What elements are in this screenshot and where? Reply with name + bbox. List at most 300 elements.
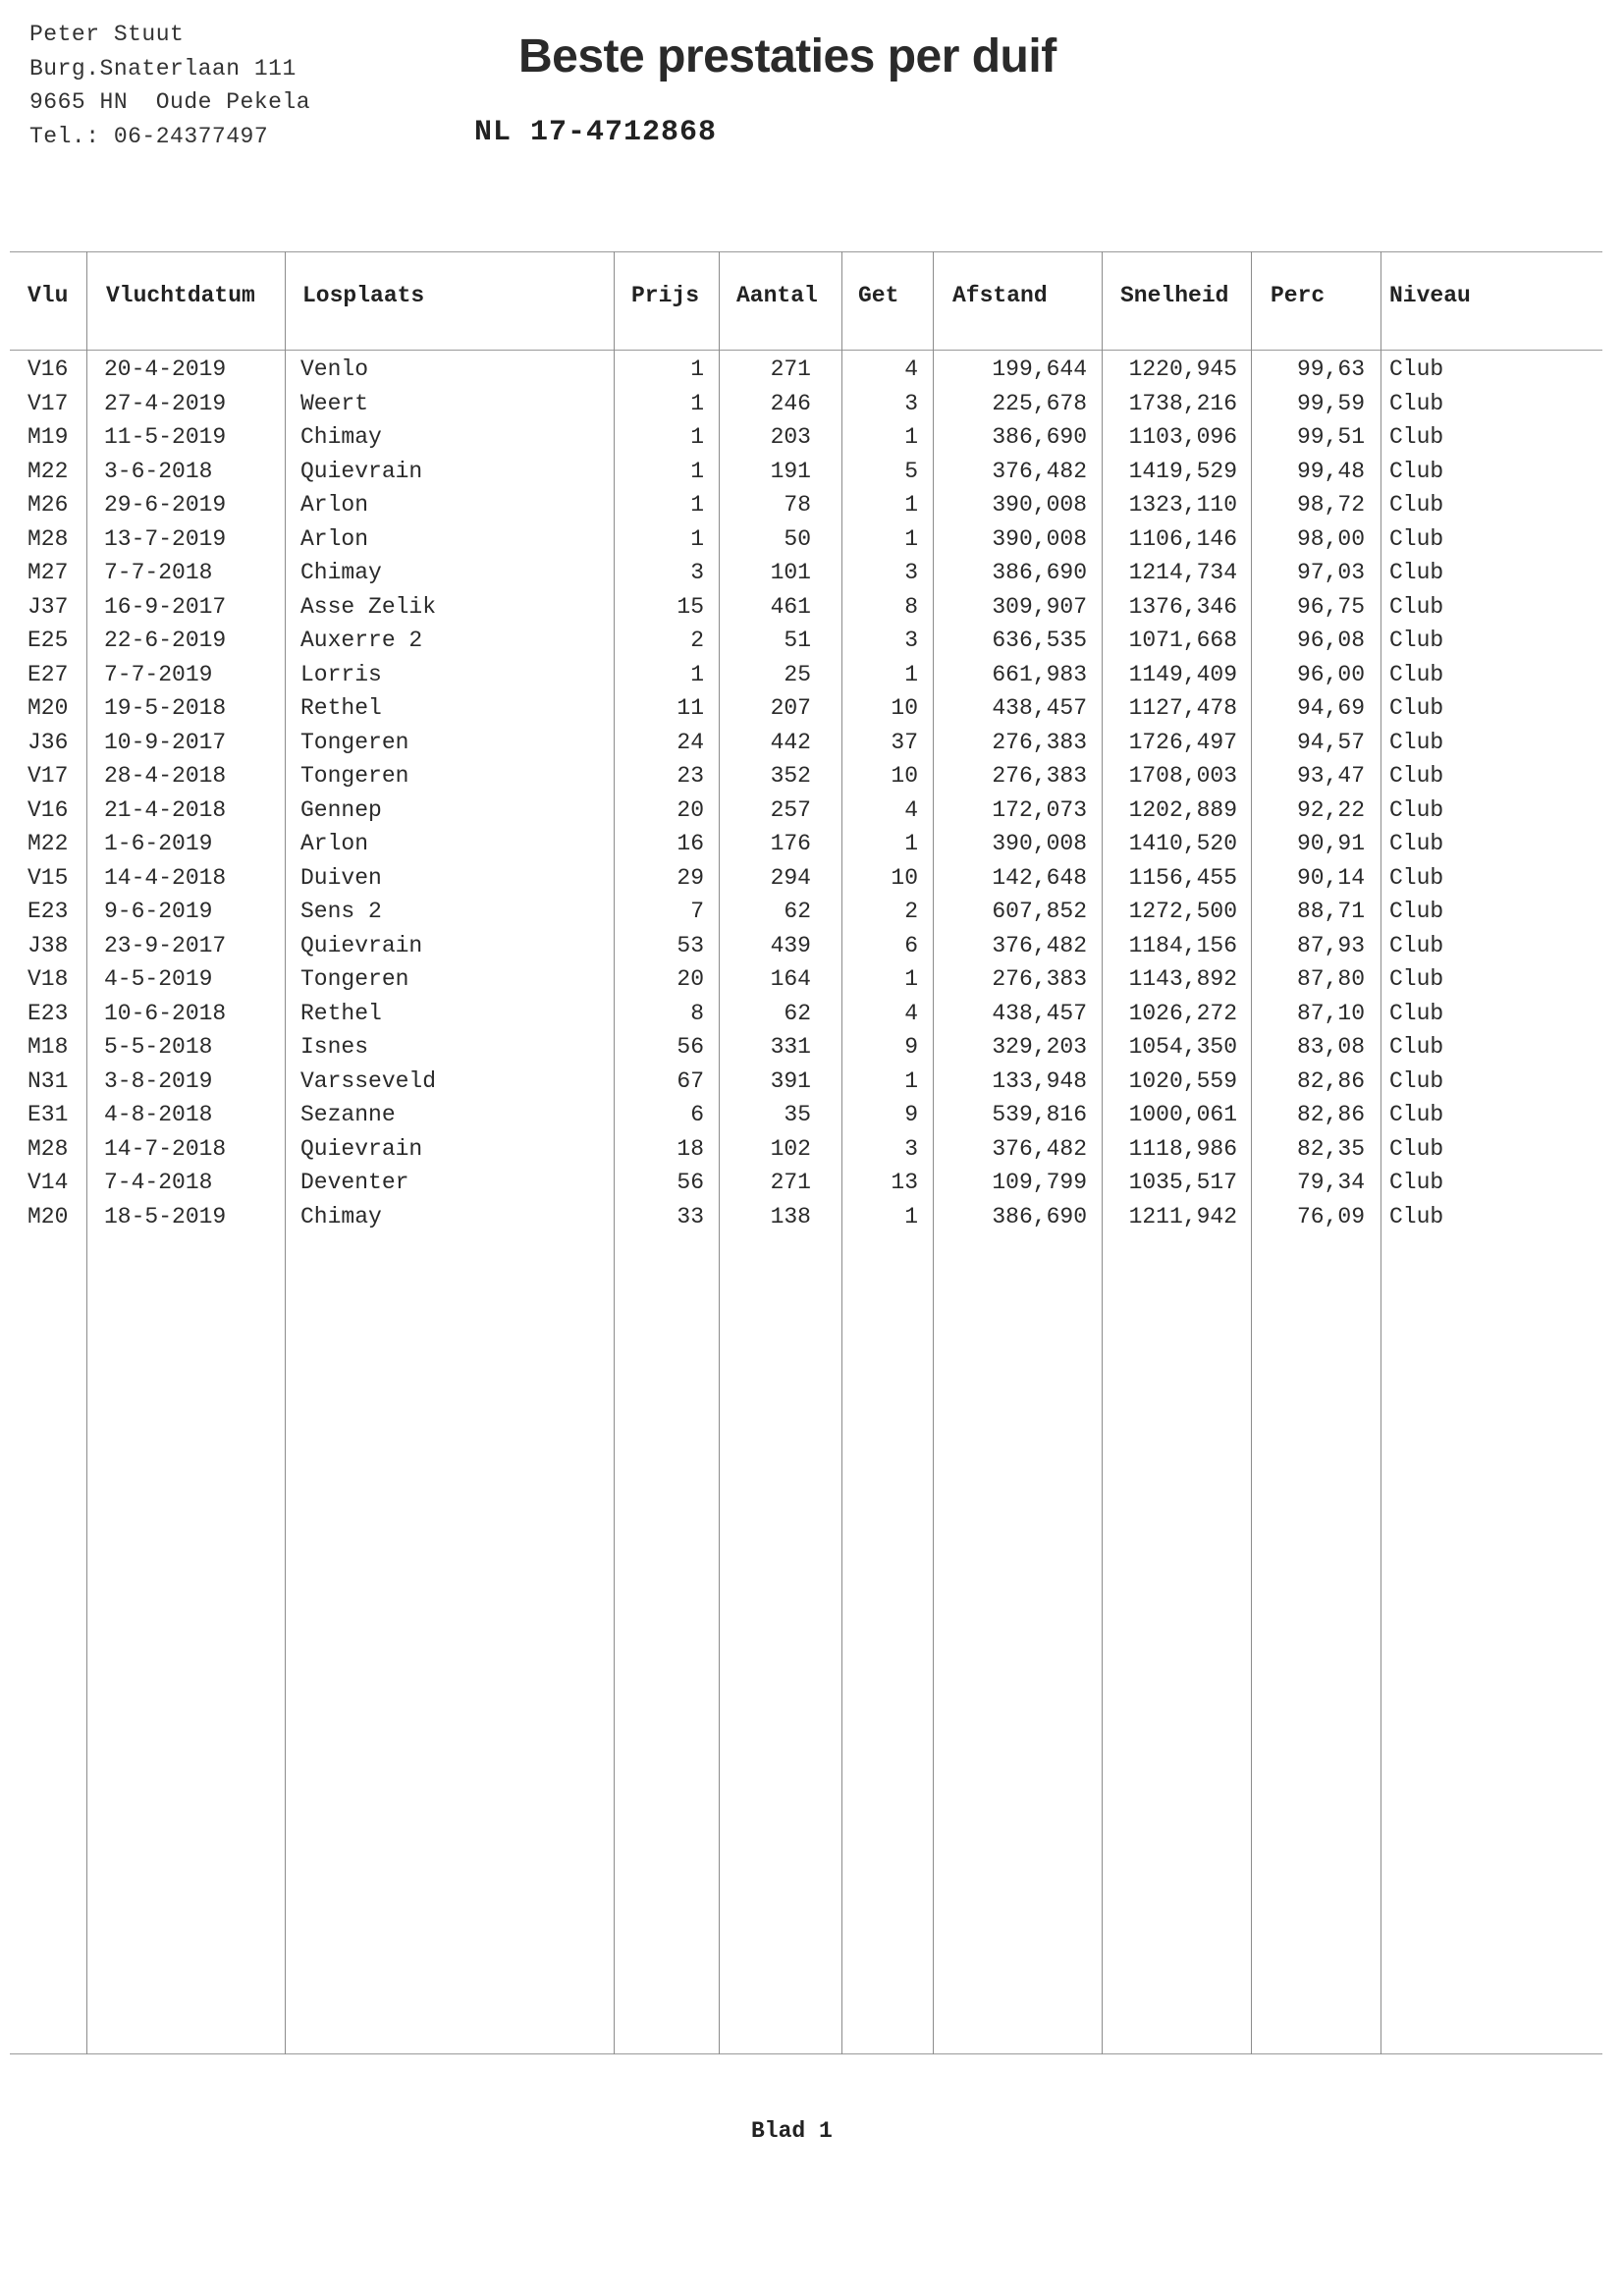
cell-get: 3 xyxy=(904,390,918,416)
cell-snelheid: 1071,668 xyxy=(1128,628,1237,653)
cell-vluchtdatum: 7-7-2019 xyxy=(104,661,213,687)
cell-perc: 87,80 xyxy=(1296,966,1365,992)
cell-snelheid: 1202,889 xyxy=(1128,796,1237,823)
cell-afstand: 376,482 xyxy=(992,1135,1087,1162)
cell-vlu: M20 xyxy=(27,1203,69,1230)
table-row xyxy=(10,625,1602,659)
page-title: Beste prestaties per duif xyxy=(518,30,1056,82)
cell-vluchtdatum: 13-7-2019 xyxy=(104,525,227,552)
cell-vlu: E31 xyxy=(27,1102,69,1127)
table-row xyxy=(10,828,1602,862)
cell-vluchtdatum: 19-5-2018 xyxy=(104,695,227,721)
table-row xyxy=(10,421,1602,456)
cell-get: 3 xyxy=(904,628,918,653)
cell-get: 1 xyxy=(904,661,918,687)
cell-get: 1 xyxy=(904,492,918,518)
cell-afstand: 172,073 xyxy=(992,796,1087,823)
table-row xyxy=(10,1031,1602,1066)
cell-losplaats: Quievrain xyxy=(300,1135,423,1162)
table-row xyxy=(10,456,1602,490)
cell-niveau: Club xyxy=(1389,593,1444,620)
cell-perc: 96,75 xyxy=(1296,593,1365,620)
cell-aantal: 294 xyxy=(770,864,811,891)
cell-losplaats: Tongeren xyxy=(300,763,409,789)
cell-snelheid: 1026,272 xyxy=(1128,1000,1237,1026)
table-row xyxy=(10,1167,1602,1201)
cell-perc: 99,51 xyxy=(1296,424,1365,450)
cell-prijs: 15 xyxy=(677,593,704,620)
cell-vlu: J37 xyxy=(27,593,69,620)
cell-vlu: V17 xyxy=(27,763,69,789)
cell-get: 1 xyxy=(904,831,918,856)
table-row xyxy=(10,591,1602,626)
cell-losplaats: Varsseveld xyxy=(300,1067,437,1094)
cell-niveau: Club xyxy=(1389,1067,1444,1094)
cell-prijs: 24 xyxy=(677,729,704,755)
cell-afstand: 376,482 xyxy=(992,458,1087,484)
cell-vluchtdatum: 3-8-2019 xyxy=(104,1067,213,1094)
cell-afstand: 390,008 xyxy=(992,831,1087,856)
cell-vluchtdatum: 27-4-2019 xyxy=(104,390,227,416)
cell-aantal: 62 xyxy=(784,1000,811,1026)
cell-vlu: E23 xyxy=(27,899,69,924)
table-row xyxy=(10,354,1602,388)
cell-vlu: V14 xyxy=(27,1170,69,1195)
cell-aantal: 271 xyxy=(770,1170,811,1195)
cell-vlu: J38 xyxy=(27,932,69,958)
cell-losplaats: Duiven xyxy=(300,864,382,891)
cell-vlu: M19 xyxy=(27,424,69,450)
cell-prijs: 1 xyxy=(690,458,704,484)
cell-niveau: Club xyxy=(1389,966,1444,992)
cell-perc: 79,34 xyxy=(1296,1170,1365,1195)
cell-prijs: 8 xyxy=(690,1000,704,1026)
cell-vluchtdatum: 23-9-2017 xyxy=(104,932,227,958)
cell-losplaats: Gennep xyxy=(300,796,382,823)
cell-vlu: V17 xyxy=(27,390,69,416)
cell-aantal: 138 xyxy=(770,1203,811,1230)
cell-prijs: 3 xyxy=(690,560,704,585)
cell-losplaats: Quievrain xyxy=(300,458,423,484)
cell-niveau: Club xyxy=(1389,1102,1444,1127)
table-body xyxy=(10,354,1602,1234)
cell-aantal: 25 xyxy=(784,661,811,687)
cell-vlu: M22 xyxy=(27,831,69,856)
owner-street: Burg.Snaterlaan 111 xyxy=(29,55,297,82)
cell-aantal: 101 xyxy=(770,560,811,585)
owner-address xyxy=(29,18,310,153)
cell-losplaats: Lorris xyxy=(300,661,382,687)
cell-perc: 90,14 xyxy=(1296,864,1365,891)
cell-aantal: 50 xyxy=(784,525,811,552)
cell-perc: 97,03 xyxy=(1296,560,1365,585)
cell-losplaats: Weert xyxy=(300,390,369,416)
table-row xyxy=(10,862,1602,897)
cell-snelheid: 1272,500 xyxy=(1128,899,1237,924)
cell-vluchtdatum: 10-6-2018 xyxy=(104,1000,227,1026)
cell-afstand: 276,383 xyxy=(992,729,1087,755)
cell-niveau: Club xyxy=(1389,1000,1444,1026)
cell-perc: 94,57 xyxy=(1296,729,1365,755)
cell-losplaats: Isnes xyxy=(300,1034,369,1060)
cell-vluchtdatum: 14-4-2018 xyxy=(104,864,227,891)
cell-vlu: V18 xyxy=(27,966,69,992)
table-row xyxy=(10,1066,1602,1100)
cell-afstand: 309,907 xyxy=(992,593,1087,620)
table-top-border xyxy=(10,251,1602,252)
cell-afstand: 133,948 xyxy=(992,1067,1087,1094)
cell-losplaats: Rethel xyxy=(300,1000,382,1026)
cell-aantal: 246 xyxy=(770,390,811,416)
cell-snelheid: 1220,945 xyxy=(1128,356,1237,382)
cell-get: 6 xyxy=(904,932,918,958)
cell-get: 37 xyxy=(891,729,918,755)
column-header-losplaats: Losplaats xyxy=(302,283,425,308)
cell-get: 1 xyxy=(904,424,918,450)
cell-perc: 76,09 xyxy=(1296,1203,1365,1230)
cell-afstand: 661,983 xyxy=(992,661,1087,687)
cell-losplaats: Arlon xyxy=(300,831,369,856)
cell-afstand: 225,678 xyxy=(992,390,1087,416)
cell-vluchtdatum: 9-6-2019 xyxy=(104,899,213,924)
table-row xyxy=(10,659,1602,693)
cell-perc: 99,63 xyxy=(1296,356,1365,382)
cell-aantal: 164 xyxy=(770,966,811,992)
cell-niveau: Club xyxy=(1389,356,1444,382)
cell-vluchtdatum: 22-6-2019 xyxy=(104,628,227,653)
table-row xyxy=(10,727,1602,761)
cell-vluchtdatum: 21-4-2018 xyxy=(104,796,227,823)
cell-perc: 98,72 xyxy=(1296,492,1365,518)
table-row xyxy=(10,1133,1602,1168)
cell-vluchtdatum: 7-7-2018 xyxy=(104,560,213,585)
cell-niveau: Club xyxy=(1389,729,1444,755)
cell-vluchtdatum: 11-5-2019 xyxy=(104,424,227,450)
cell-snelheid: 1376,346 xyxy=(1128,593,1237,620)
cell-prijs: 1 xyxy=(690,390,704,416)
cell-aantal: 207 xyxy=(770,695,811,721)
cell-vluchtdatum: 28-4-2018 xyxy=(104,763,227,789)
cell-vlu: E27 xyxy=(27,661,69,687)
table-row xyxy=(10,1201,1602,1235)
cell-aantal: 352 xyxy=(770,763,811,789)
cell-prijs: 33 xyxy=(677,1203,704,1230)
cell-losplaats: Tongeren xyxy=(300,729,409,755)
cell-aantal: 62 xyxy=(784,899,811,924)
table-bottom-border xyxy=(10,2053,1602,2054)
cell-prijs: 16 xyxy=(677,831,704,856)
table-row xyxy=(10,692,1602,727)
cell-aantal: 461 xyxy=(770,593,811,620)
cell-afstand: 438,457 xyxy=(992,695,1087,721)
page-number: Blad 1 xyxy=(751,2118,833,2144)
cell-prijs: 1 xyxy=(690,492,704,518)
cell-losplaats: Sezanne xyxy=(300,1102,396,1127)
cell-afstand: 636,535 xyxy=(992,628,1087,653)
cell-aantal: 78 xyxy=(784,492,811,518)
cell-snelheid: 1127,478 xyxy=(1128,695,1237,721)
cell-perc: 87,93 xyxy=(1296,932,1365,958)
cell-snelheid: 1000,061 xyxy=(1128,1102,1237,1127)
cell-losplaats: Rethel xyxy=(300,695,382,721)
cell-vluchtdatum: 20-4-2019 xyxy=(104,356,227,382)
cell-perc: 93,47 xyxy=(1296,763,1365,789)
column-header-afstand: Afstand xyxy=(952,283,1048,308)
cell-get: 1 xyxy=(904,1067,918,1094)
cell-perc: 94,69 xyxy=(1296,695,1365,721)
cell-vluchtdatum: 5-5-2018 xyxy=(104,1034,213,1060)
cell-niveau: Club xyxy=(1389,796,1444,823)
table-row xyxy=(10,523,1602,558)
cell-snelheid: 1419,529 xyxy=(1128,458,1237,484)
ring-number: NL 17-4712868 xyxy=(474,116,718,149)
cell-vlu: M26 xyxy=(27,492,69,518)
cell-get: 3 xyxy=(904,1135,918,1162)
cell-get: 4 xyxy=(904,796,918,823)
cell-get: 10 xyxy=(891,763,918,789)
cell-vlu: E25 xyxy=(27,628,69,653)
cell-vluchtdatum: 4-5-2019 xyxy=(104,966,213,992)
cell-perc: 96,08 xyxy=(1296,628,1365,653)
cell-snelheid: 1738,216 xyxy=(1128,390,1237,416)
cell-perc: 96,00 xyxy=(1296,661,1365,687)
cell-prijs: 2 xyxy=(690,628,704,653)
cell-afstand: 109,799 xyxy=(992,1170,1087,1195)
cell-get: 2 xyxy=(904,899,918,924)
cell-snelheid: 1035,517 xyxy=(1128,1170,1237,1195)
cell-vlu: M18 xyxy=(27,1034,69,1060)
cell-afstand: 276,383 xyxy=(992,966,1087,992)
cell-perc: 82,35 xyxy=(1296,1135,1365,1162)
cell-niveau: Club xyxy=(1389,899,1444,924)
cell-aantal: 439 xyxy=(770,932,811,958)
cell-snelheid: 1708,003 xyxy=(1128,763,1237,789)
cell-perc: 90,91 xyxy=(1296,831,1365,856)
cell-vlu: M27 xyxy=(27,560,69,585)
cell-niveau: Club xyxy=(1389,424,1444,450)
table-row xyxy=(10,1099,1602,1133)
cell-vlu: M22 xyxy=(27,458,69,484)
column-header-snelheid: Snelheid xyxy=(1120,283,1229,308)
cell-get: 1 xyxy=(904,966,918,992)
cell-perc: 92,22 xyxy=(1296,796,1365,823)
cell-snelheid: 1214,734 xyxy=(1128,560,1237,585)
cell-niveau: Club xyxy=(1389,831,1444,856)
cell-niveau: Club xyxy=(1389,1135,1444,1162)
column-header-vlu: Vlu xyxy=(27,283,69,308)
cell-vlu: M28 xyxy=(27,525,69,552)
cell-prijs: 11 xyxy=(677,695,704,721)
cell-get: 10 xyxy=(891,864,918,891)
cell-aantal: 35 xyxy=(784,1102,811,1127)
cell-afstand: 438,457 xyxy=(992,1000,1087,1026)
cell-vlu: J36 xyxy=(27,729,69,755)
table-row xyxy=(10,930,1602,964)
cell-aantal: 391 xyxy=(770,1067,811,1094)
cell-niveau: Club xyxy=(1389,390,1444,416)
cell-vlu: V16 xyxy=(27,796,69,823)
results-table xyxy=(10,251,1602,2054)
cell-niveau: Club xyxy=(1389,932,1444,958)
cell-prijs: 20 xyxy=(677,796,704,823)
cell-get: 3 xyxy=(904,560,918,585)
cell-afstand: 390,008 xyxy=(992,525,1087,552)
cell-niveau: Club xyxy=(1389,763,1444,789)
cell-aantal: 191 xyxy=(770,458,811,484)
cell-afstand: 276,383 xyxy=(992,763,1087,789)
cell-prijs: 7 xyxy=(690,899,704,924)
cell-niveau: Club xyxy=(1389,492,1444,518)
cell-vluchtdatum: 14-7-2018 xyxy=(104,1135,227,1162)
cell-get: 1 xyxy=(904,1203,918,1230)
cell-niveau: Club xyxy=(1389,628,1444,653)
cell-perc: 87,10 xyxy=(1296,1000,1365,1026)
cell-vlu: M28 xyxy=(27,1135,69,1162)
cell-afstand: 199,644 xyxy=(992,356,1087,382)
cell-vlu: N31 xyxy=(27,1067,69,1094)
cell-vluchtdatum: 7-4-2018 xyxy=(104,1170,213,1195)
table-row xyxy=(10,998,1602,1032)
cell-prijs: 1 xyxy=(690,424,704,450)
cell-prijs: 29 xyxy=(677,864,704,891)
cell-aantal: 442 xyxy=(770,729,811,755)
table-row xyxy=(10,388,1602,422)
cell-snelheid: 1211,942 xyxy=(1128,1203,1237,1230)
cell-perc: 99,59 xyxy=(1296,390,1365,416)
cell-get: 4 xyxy=(904,1000,918,1026)
column-header-aantal: Aantal xyxy=(736,283,818,308)
cell-prijs: 6 xyxy=(690,1102,704,1127)
cell-get: 4 xyxy=(904,356,918,382)
cell-losplaats: Chimay xyxy=(300,1203,382,1230)
cell-perc: 82,86 xyxy=(1296,1102,1365,1127)
column-header-perc: Perc xyxy=(1271,283,1326,308)
cell-get: 8 xyxy=(904,593,918,620)
cell-aantal: 102 xyxy=(770,1135,811,1162)
cell-afstand: 376,482 xyxy=(992,932,1087,958)
cell-niveau: Club xyxy=(1389,1203,1444,1230)
cell-snelheid: 1149,409 xyxy=(1128,661,1237,687)
cell-snelheid: 1106,146 xyxy=(1128,525,1237,552)
cell-snelheid: 1726,497 xyxy=(1128,729,1237,755)
cell-losplaats: Chimay xyxy=(300,560,382,585)
cell-get: 5 xyxy=(904,458,918,484)
cell-perc: 83,08 xyxy=(1296,1034,1365,1060)
cell-prijs: 53 xyxy=(677,932,704,958)
cell-aantal: 176 xyxy=(770,831,811,856)
owner-city: 9665 HN Oude Pekela xyxy=(29,89,311,115)
table-row xyxy=(10,557,1602,591)
cell-afstand: 539,816 xyxy=(992,1102,1087,1127)
column-header-prijs: Prijs xyxy=(631,283,700,308)
cell-snelheid: 1118,986 xyxy=(1128,1135,1237,1162)
cell-niveau: Club xyxy=(1389,1170,1444,1195)
cell-perc: 98,00 xyxy=(1296,525,1365,552)
cell-get: 13 xyxy=(891,1170,918,1195)
cell-snelheid: 1184,156 xyxy=(1128,932,1237,958)
cell-afstand: 390,008 xyxy=(992,492,1087,518)
cell-afstand: 386,690 xyxy=(992,1203,1087,1230)
cell-losplaats: Venlo xyxy=(300,356,369,382)
cell-prijs: 56 xyxy=(677,1170,704,1195)
cell-get: 9 xyxy=(904,1034,918,1060)
cell-snelheid: 1156,455 xyxy=(1128,864,1237,891)
cell-losplaats: Auxerre 2 xyxy=(300,628,423,653)
cell-vluchtdatum: 3-6-2018 xyxy=(104,458,213,484)
cell-vlu: V15 xyxy=(27,864,69,891)
cell-losplaats: Asse Zelik xyxy=(300,593,437,620)
table-row xyxy=(10,760,1602,794)
column-header-niveau: Niveau xyxy=(1389,283,1471,308)
cell-vlu: E23 xyxy=(27,1000,69,1026)
column-header-get: Get xyxy=(858,283,899,308)
cell-losplaats: Arlon xyxy=(300,492,369,518)
cell-afstand: 386,690 xyxy=(992,424,1087,450)
cell-get: 9 xyxy=(904,1102,918,1127)
cell-vluchtdatum: 18-5-2019 xyxy=(104,1203,227,1230)
cell-losplaats: Deventer xyxy=(300,1170,409,1195)
cell-aantal: 203 xyxy=(770,424,811,450)
cell-vlu: V16 xyxy=(27,356,69,382)
owner-name: Peter Stuut xyxy=(29,22,185,47)
cell-prijs: 1 xyxy=(690,356,704,382)
cell-niveau: Club xyxy=(1389,864,1444,891)
cell-prijs: 23 xyxy=(677,763,704,789)
cell-snelheid: 1020,559 xyxy=(1128,1067,1237,1094)
cell-aantal: 271 xyxy=(770,356,811,382)
cell-aantal: 331 xyxy=(770,1034,811,1060)
owner-phone: Tel.: 06-24377497 xyxy=(29,123,269,149)
cell-niveau: Club xyxy=(1389,1034,1444,1060)
cell-vluchtdatum: 1-6-2019 xyxy=(104,831,213,856)
cell-vluchtdatum: 4-8-2018 xyxy=(104,1102,213,1127)
cell-afstand: 607,852 xyxy=(992,899,1087,924)
cell-vluchtdatum: 10-9-2017 xyxy=(104,729,227,755)
cell-prijs: 1 xyxy=(690,661,704,687)
cell-perc: 88,71 xyxy=(1296,899,1365,924)
cell-snelheid: 1103,096 xyxy=(1128,424,1237,450)
cell-losplaats: Sens 2 xyxy=(300,899,382,924)
cell-losplaats: Tongeren xyxy=(300,966,409,992)
cell-losplaats: Chimay xyxy=(300,424,382,450)
cell-niveau: Club xyxy=(1389,661,1444,687)
cell-losplaats: Arlon xyxy=(300,525,369,552)
cell-prijs: 56 xyxy=(677,1034,704,1060)
cell-vluchtdatum: 29-6-2019 xyxy=(104,492,227,518)
cell-get: 10 xyxy=(891,695,918,721)
cell-snelheid: 1143,892 xyxy=(1128,966,1237,992)
cell-perc: 82,86 xyxy=(1296,1067,1365,1094)
header-divider xyxy=(10,350,1602,351)
table-row xyxy=(10,896,1602,930)
cell-afstand: 386,690 xyxy=(992,560,1087,585)
cell-get: 1 xyxy=(904,525,918,552)
cell-afstand: 142,648 xyxy=(992,864,1087,891)
table-row xyxy=(10,794,1602,829)
cell-snelheid: 1410,520 xyxy=(1128,831,1237,856)
cell-snelheid: 1323,110 xyxy=(1128,492,1237,518)
cell-losplaats: Quievrain xyxy=(300,932,423,958)
cell-aantal: 51 xyxy=(784,628,811,653)
table-row xyxy=(10,489,1602,523)
cell-prijs: 20 xyxy=(677,966,704,992)
cell-vluchtdatum: 16-9-2017 xyxy=(104,593,227,620)
cell-snelheid: 1054,350 xyxy=(1128,1034,1237,1060)
cell-niveau: Club xyxy=(1389,458,1444,484)
column-header-vluchtdatum: Vluchtdatum xyxy=(106,283,255,308)
cell-vlu: M20 xyxy=(27,695,69,721)
cell-prijs: 67 xyxy=(677,1067,704,1094)
